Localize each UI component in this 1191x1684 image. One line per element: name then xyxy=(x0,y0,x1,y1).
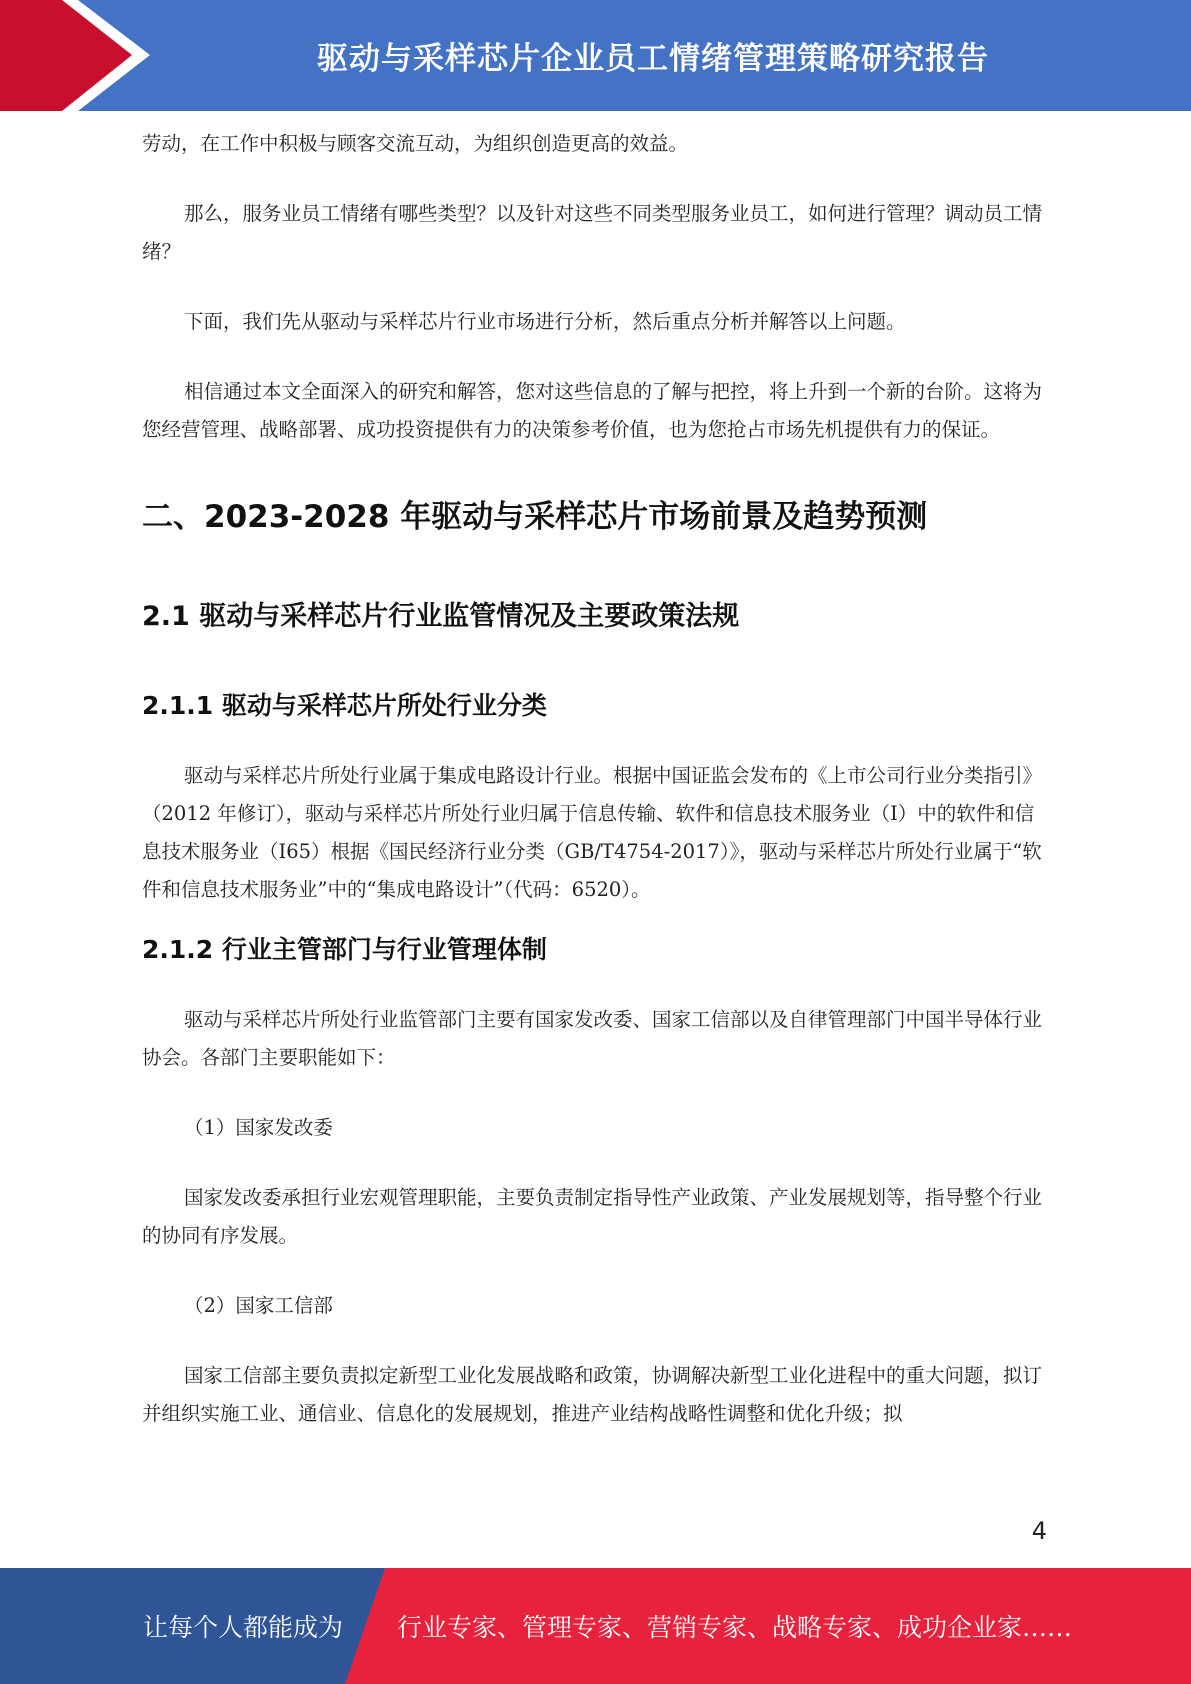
list-item: （2）国家工信部 xyxy=(184,1294,333,1317)
header-arrow-red xyxy=(0,0,150,111)
list-item: （1）国家发改委 xyxy=(184,1116,333,1139)
report-title: 驱动与采样芯片企业员工情绪管理策略研究报告 xyxy=(317,41,989,77)
footer-slogan-left: 让每个人都能成为 xyxy=(143,1613,344,1642)
section-heading: 二、2023-2028 年驱动与采样芯片市场前景及趋势预测 xyxy=(142,499,928,535)
paragraph: 国家工信部主要负责拟定新型工业化发展战略和政策，协调解决新型工业化进程中的重大问题，拟订并组织实施工业、通信业、信息化的发展规划，推进产业结构战略性调整和优化升级；拟 xyxy=(142,1364,1043,1425)
paragraph: 国家发改委承担行业宏观管理职能，主要负责制定指导性产业政策、产业发展规划等，指导整个行业的协同有序发展。 xyxy=(142,1186,1043,1247)
paragraph: 劳动，在工作中积极与顾客交流互动，为组织创造更高的效益。 xyxy=(142,132,689,155)
subsubsection-heading: 2.1.2 行业主管部门与行业管理体制 xyxy=(142,935,547,964)
paragraph: 相信通过本文全面深入的研究和解答，您对这些信息的了解与把控，将上升到一个新的台阶。这将为您经营管理、战略部署、成功投资提供有力的决策参考价值，也为您抢占市场先机提供有力的保证。 xyxy=(142,380,1043,441)
page-footer xyxy=(0,1568,1191,1684)
paragraph: 那么，服务业员工情绪有哪些类型？以及针对这些不同类型服务业员工，如何进行管理？调动员工情绪？ xyxy=(142,202,1043,263)
page-number: 4 xyxy=(1031,1517,1047,1545)
footer-slogan-right: 行业专家、管理专家、营销专家、战略专家、成功企业家…… xyxy=(397,1613,1073,1642)
subsubsection-heading: 2.1.1 驱动与采样芯片所处行业分类 xyxy=(142,691,547,720)
page-header xyxy=(0,0,1191,111)
paragraph: 驱动与采样芯片所处行业属于集成电路设计行业。根据中国证监会发布的《上市公司行业分类指引》（2012 年修订），驱动与采样芯片所处行业归属于信息传输、软件和信息技术服务业（I）中的软件和信息技术服务业（I65）根据《国民经济行业分类（GB/T4754-2017）》，驱动与采样芯片所处行业属于“软件和信息技术服务业”中的“集成电路设计”（代码：6520）。 xyxy=(142,764,1043,901)
paragraph: 驱动与采样芯片所处行业监管部门主要有国家发改委、国家工信部以及自律管理部门中国半导体行业协会。各部门主要职能如下： xyxy=(142,1008,1043,1069)
paragraph: 下面，我们先从驱动与采样芯片行业市场进行分析，然后重点分析并解答以上问题。 xyxy=(184,310,906,333)
page-content xyxy=(142,125,1047,1433)
header-arrow-decoration xyxy=(0,0,160,111)
subsection-heading: 2.1 驱动与采样芯片行业监管情况及主要政策法规 xyxy=(142,601,740,632)
